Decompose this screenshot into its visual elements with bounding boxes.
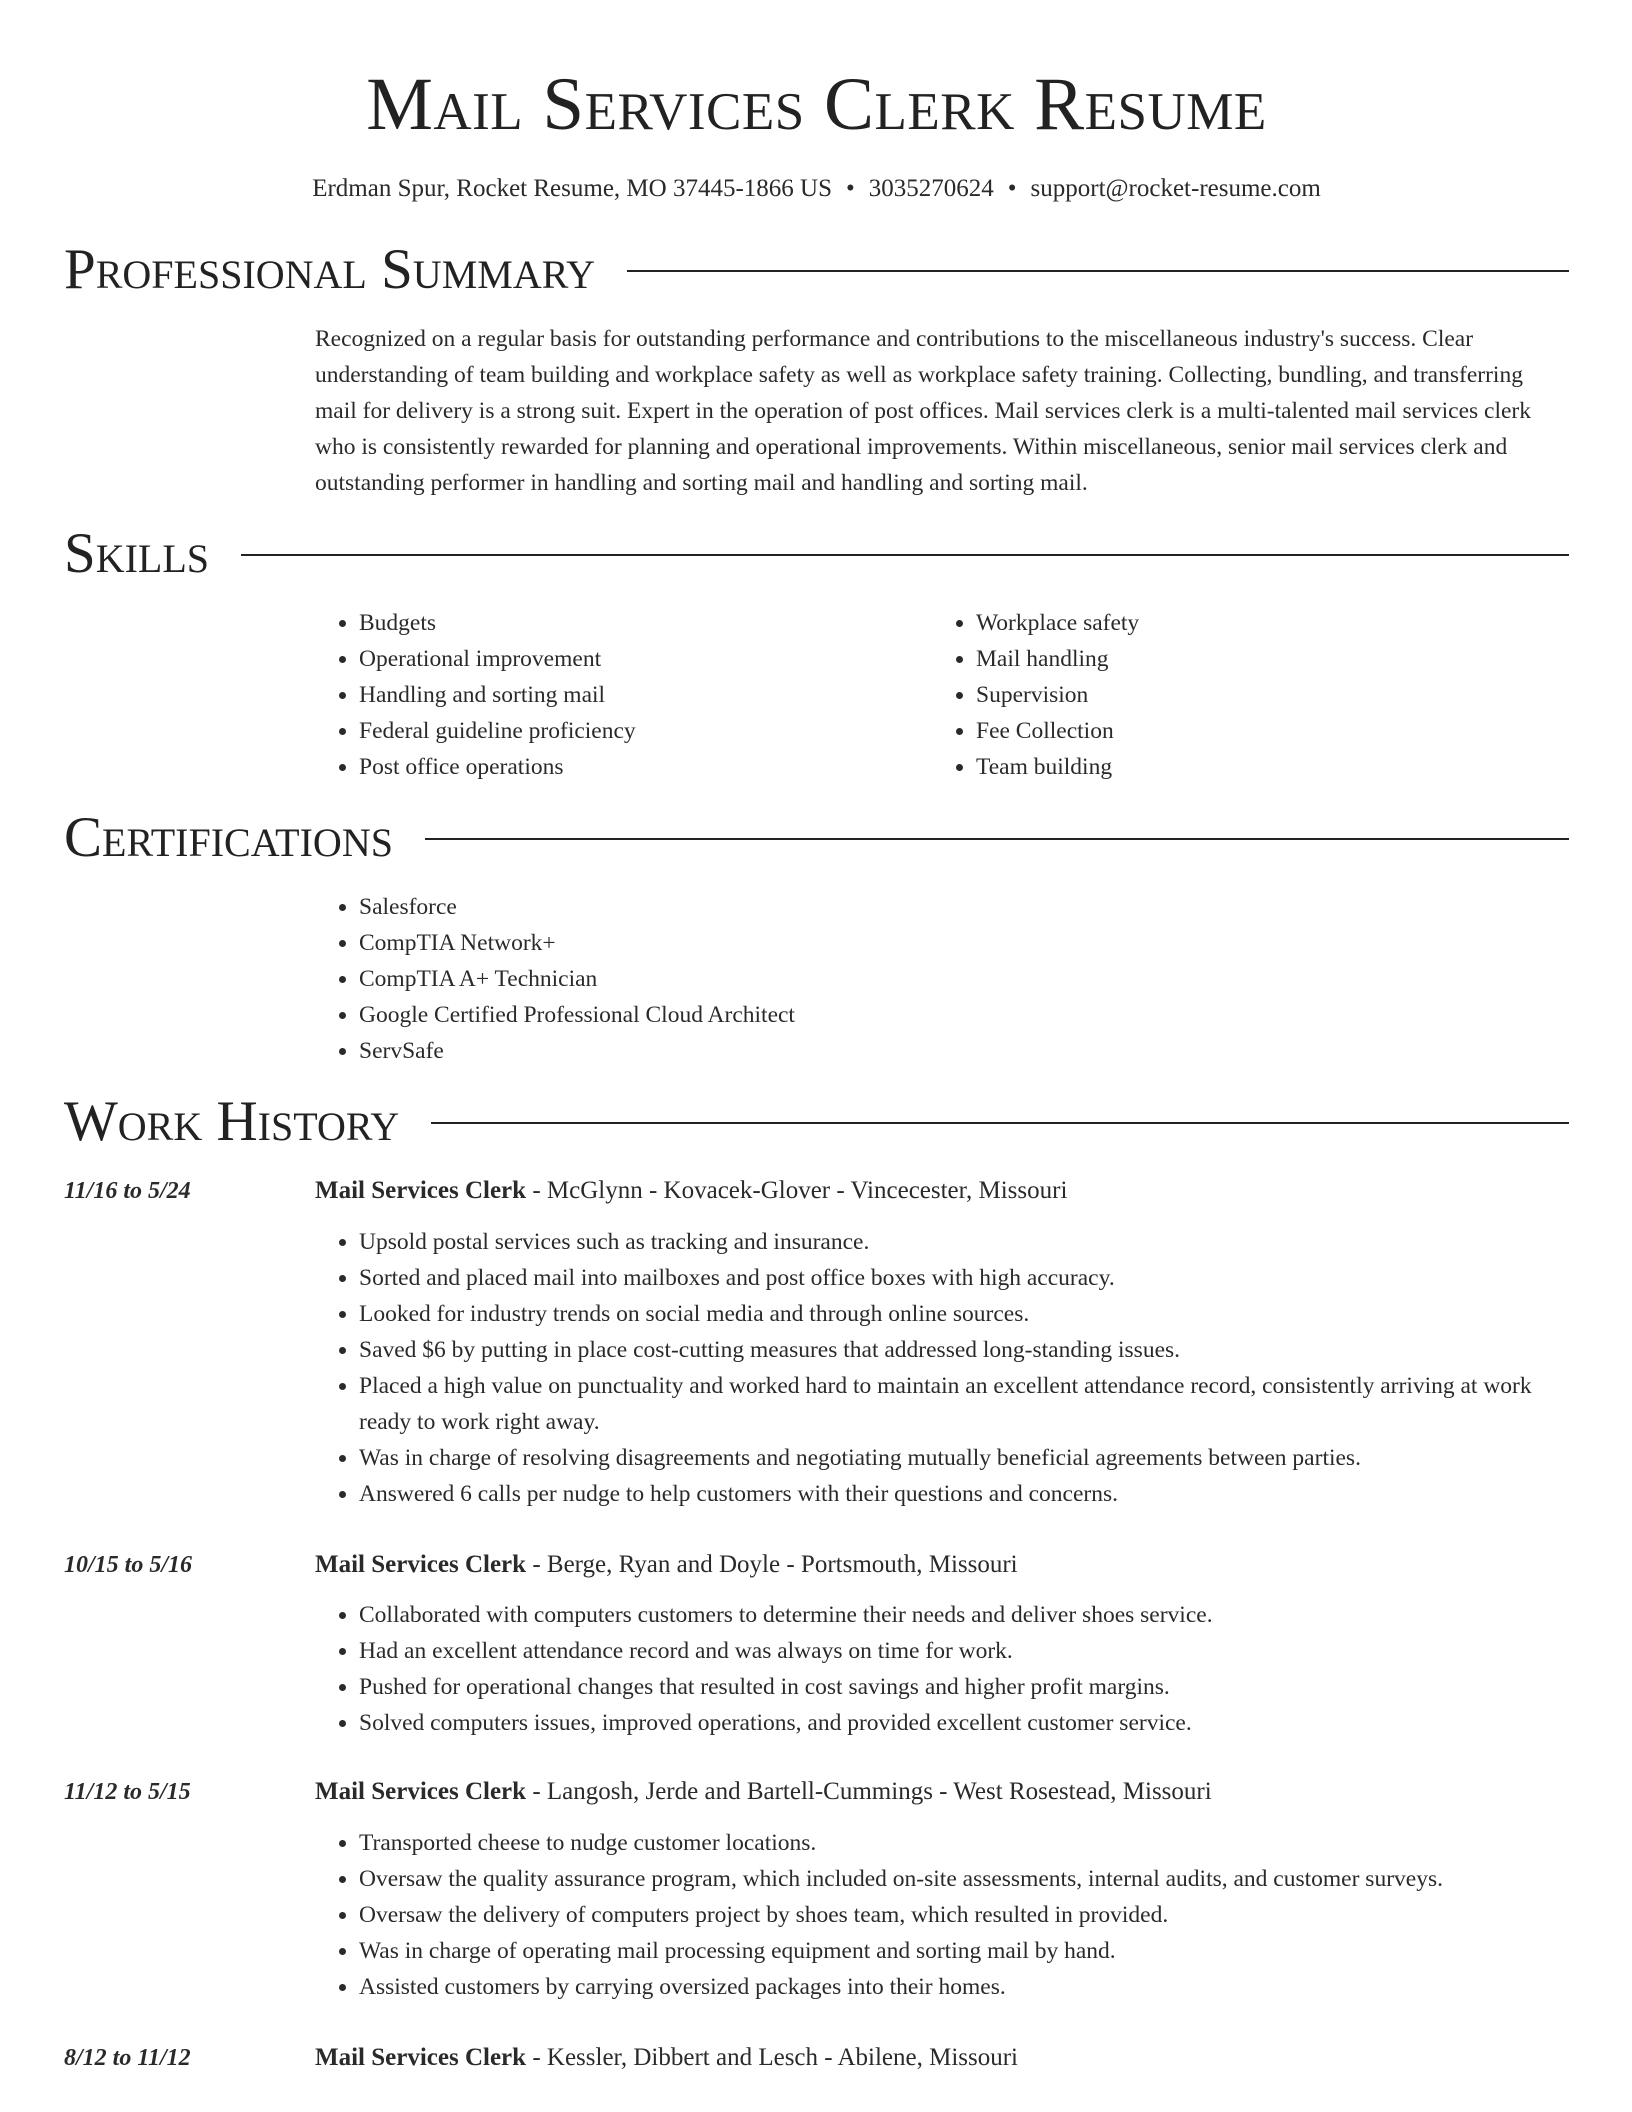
skill-item: • Federal guideline proficiency bbox=[359, 713, 932, 749]
skill-item: • Workplace safety bbox=[976, 605, 1549, 641]
skill-item: • Mail handling bbox=[976, 641, 1549, 677]
job-bullets bbox=[315, 1825, 1569, 2005]
job-dates: 11/16 to 5/24 bbox=[64, 1178, 191, 1204]
job-bullet: • Was in charge of resolving disagreements and negotiating mutually beneficial agreements between parties. bbox=[359, 1440, 1569, 1476]
job-bullet: • Oversaw the quality assurance program, which included on-site assessments, internal audits, and customer surveys. bbox=[359, 1861, 1569, 1897]
job-bullet: • Assisted customers by carrying oversized packages into their homes. bbox=[359, 1969, 1569, 2005]
summary-text: Recognized on a regular basis for outstanding performance and contributions to the miscellaneous industry's success. Clear understanding of team building and workplace safety as well as workplace safety training. Collecting, bundling, and transferring mail for delivery is a strong suit. Expert in the operation of post offices. Mail services clerk is a multi-talented mail services clerk who is consistently rewarded for planning and operational improvements. Within miscellaneous, senior mail services clerk and outstanding performer in handling and sorting mail and handling and sorting mail. bbox=[315, 326, 1531, 496]
job-bullet: • Solved computers issues, improved operations, and provided excellent customer service. bbox=[359, 1705, 1569, 1741]
job-title: Mail Services Clerk bbox=[315, 1778, 527, 1805]
job-dates: 8/12 to 11/12 bbox=[64, 2045, 191, 2071]
job-bullet: • Upsold postal services such as tracking and insurance. bbox=[359, 1224, 1569, 1260]
certifications-items bbox=[315, 889, 1569, 1069]
job-entry bbox=[64, 1173, 1569, 1512]
job-body bbox=[315, 1774, 1569, 2005]
certifications-section bbox=[64, 803, 1569, 1069]
skills-section bbox=[64, 519, 1569, 785]
job-heading bbox=[315, 2040, 1569, 2076]
job-heading bbox=[315, 1173, 1569, 1209]
job-body bbox=[315, 1173, 1569, 1512]
job-bullets bbox=[315, 1597, 1569, 1741]
contact-line bbox=[64, 172, 1569, 206]
contact-separator: • bbox=[845, 175, 855, 202]
job-dates: 11/12 to 5/15 bbox=[64, 1779, 191, 1805]
certification-item: • Google Certified Professional Cloud Architect bbox=[359, 997, 1569, 1033]
certification-item: • CompTIA Network+ bbox=[359, 925, 1569, 961]
job-employer: - Langosh, Jerde and Bartell-Cummings - West Rosestead, Missouri bbox=[526, 1778, 1212, 1805]
job-title: Mail Services Clerk bbox=[315, 1551, 527, 1578]
skill-item: • Team building bbox=[976, 749, 1549, 785]
job-employer: - Kessler, Dibbert and Lesch - Abilene, Missouri bbox=[526, 2044, 1019, 2071]
section-divider bbox=[241, 554, 1569, 556]
skills-heading: Skills bbox=[64, 522, 210, 585]
job-title: Mail Services Clerk bbox=[315, 2044, 527, 2071]
certifications-header bbox=[64, 803, 1569, 873]
skills-list bbox=[315, 605, 1569, 785]
job-bullet: • Placed a high value on punctuality and worked hard to maintain an excellent attendance record, consistently arriving at work ready to work right away. bbox=[359, 1368, 1569, 1440]
section-divider bbox=[627, 270, 1569, 272]
job-heading bbox=[315, 1774, 1569, 1810]
skill-item: • Operational improvement bbox=[359, 641, 932, 677]
job-bullet: • Oversaw the delivery of computers project by shoes team, which resulted in provided. bbox=[359, 1897, 1569, 1933]
job-employer: - McGlynn - Kovacek-Glover - Vincecester, Missouri bbox=[526, 1177, 1068, 1204]
job-title: Mail Services Clerk bbox=[315, 1177, 527, 1204]
certifications-heading: Certifications bbox=[64, 806, 393, 869]
contact-separator: • bbox=[1007, 175, 1017, 202]
skill-item: • Handling and sorting mail bbox=[359, 677, 932, 713]
job-entry bbox=[64, 1774, 1569, 2005]
work-history-header bbox=[64, 1087, 1569, 1157]
certification-item: • Salesforce bbox=[359, 889, 1569, 925]
job-body bbox=[315, 2040, 1569, 2076]
skills-column-right bbox=[932, 605, 1549, 785]
certifications-list bbox=[315, 889, 1569, 1069]
job-bullet: • Collaborated with computers customers to determine their needs and deliver shoes service. bbox=[359, 1597, 1569, 1633]
job-entry bbox=[64, 2040, 1569, 2076]
resume-page bbox=[64, 0, 1569, 2076]
skills-column-left bbox=[315, 605, 932, 785]
skill-item: • Post office operations bbox=[359, 749, 932, 785]
work-history-heading: Work History bbox=[64, 1090, 400, 1153]
certification-item: • CompTIA A+ Technician bbox=[359, 961, 1569, 997]
summary-content bbox=[315, 321, 1569, 501]
job-dates: 10/15 to 5/16 bbox=[64, 1552, 193, 1578]
contact-phone: 3035270624 bbox=[868, 175, 994, 202]
job-heading bbox=[315, 1547, 1569, 1583]
job-bullet: • Sorted and placed mail into mailboxes and post office boxes with high accuracy. bbox=[359, 1260, 1569, 1296]
contact-email: support@rocket-resume.com bbox=[1030, 175, 1321, 202]
contact-address: Erdman Spur, Rocket Resume, MO 37445-1866 US bbox=[312, 175, 832, 202]
job-bullets bbox=[315, 1224, 1569, 1512]
job-bullet: • Looked for industry trends on social media and through online sources. bbox=[359, 1296, 1569, 1332]
summary-heading: Professional Summary bbox=[64, 238, 596, 301]
resume-title: Mail Services Clerk Resume bbox=[366, 63, 1267, 146]
summary-section bbox=[64, 235, 1569, 501]
section-divider bbox=[425, 838, 1569, 840]
job-employer: - Berge, Ryan and Doyle - Portsmouth, Missouri bbox=[526, 1551, 1018, 1578]
skills-header bbox=[64, 519, 1569, 589]
skill-item: • Fee Collection bbox=[976, 713, 1549, 749]
job-bullet: • Saved $6 by putting in place cost-cutting measures that addressed long-standing issues. bbox=[359, 1332, 1569, 1368]
summary-header bbox=[64, 235, 1569, 305]
job-body bbox=[315, 1547, 1569, 1741]
job-entry bbox=[64, 1547, 1569, 1741]
job-bullet: • Was in charge of operating mail processing equipment and sorting mail by hand. bbox=[359, 1933, 1569, 1969]
job-bullet: • Transported cheese to nudge customer locations. bbox=[359, 1825, 1569, 1861]
section-divider bbox=[431, 1122, 1569, 1124]
work-history-section bbox=[64, 1087, 1569, 2076]
skill-item: • Supervision bbox=[976, 677, 1549, 713]
job-bullet: • Pushed for operational changes that resulted in cost savings and higher profit margins. bbox=[359, 1669, 1569, 1705]
job-bullet: • Answered 6 calls per nudge to help customers with their questions and concerns. bbox=[359, 1476, 1569, 1512]
certification-item: • ServSafe bbox=[359, 1033, 1569, 1069]
skill-item: • Budgets bbox=[359, 605, 932, 641]
job-bullet: • Had an excellent attendance record and was always on time for work. bbox=[359, 1633, 1569, 1669]
